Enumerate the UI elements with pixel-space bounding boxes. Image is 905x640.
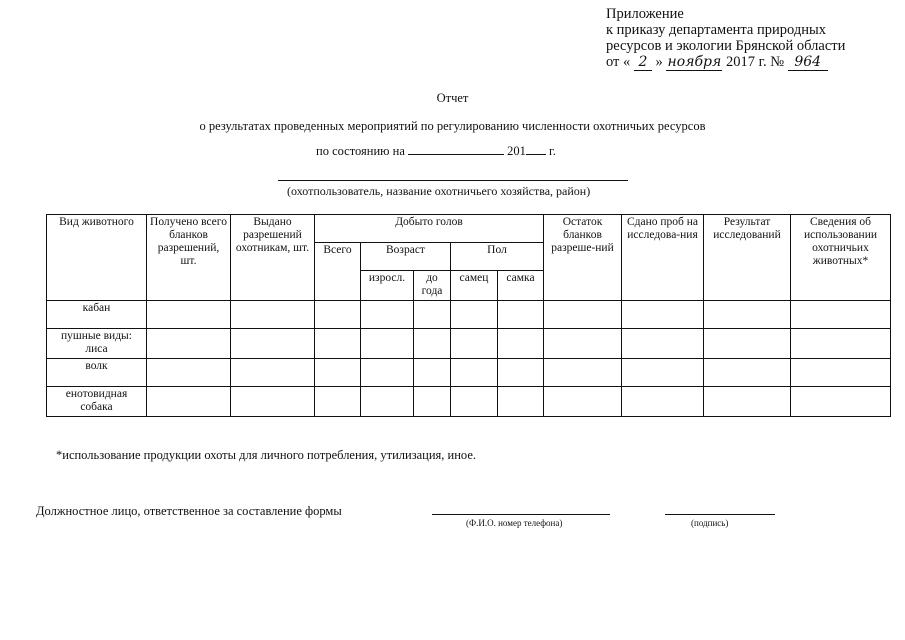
report-title: Отчет — [436, 91, 469, 105]
table-row — [47, 329, 891, 359]
org-name-line[interactable] — [278, 180, 628, 181]
appendix-department-line: ресурсов и экологии Брянской области — [606, 38, 846, 54]
header-usage: Сведения об использовании охотничьих животных* — [791, 215, 891, 301]
signature-label: Должностное лицо, ответственное за составление формы — [36, 504, 342, 518]
header-result: Результат исследований — [704, 215, 791, 301]
signature-caption: (подпись) — [691, 518, 729, 528]
date-year-prefix: 201 — [507, 144, 526, 158]
row-animal-label: кабан — [47, 301, 147, 329]
date-mid: » — [655, 54, 663, 70]
name-phone-line[interactable] — [432, 514, 610, 515]
header-samples: Сдано проб на исследова-ния — [622, 215, 704, 301]
header-under-year: до года — [414, 271, 451, 301]
date-year-suffix: г. — [549, 144, 556, 158]
footnote: *использование продукции охоты для личного потребления, утилизация, иное. — [56, 448, 477, 462]
appendix-order-line: к приказу департамента природных — [606, 22, 826, 38]
header-male: самец — [451, 271, 498, 301]
handwritten-order-number: 964 — [788, 54, 828, 71]
row-animal-label: енотовидная собака — [47, 387, 147, 417]
date-prefix: от « — [606, 54, 631, 70]
header-animal: Вид животного — [47, 215, 147, 301]
handwritten-day: 2 — [634, 54, 652, 71]
name-phone-caption: (Ф.И.О. номер телефона) — [466, 518, 563, 528]
table-row — [47, 387, 891, 417]
header-age: Возраст — [361, 243, 451, 271]
report-subtitle: о результатах проведенных мероприятий по регулированию численности охотничьих ресурсов — [199, 119, 706, 133]
date-blank[interactable] — [408, 143, 504, 155]
header-issued: Выдано разрешений охотникам, шт. — [231, 215, 315, 301]
row-animal-label: волк — [47, 359, 147, 387]
appendix-date-line — [606, 54, 845, 71]
date-year: 2017 г. № — [726, 54, 785, 70]
table-row — [47, 301, 891, 329]
header-sex: Пол — [451, 243, 544, 271]
signature-line[interactable] — [665, 514, 775, 515]
appendix-header — [606, 6, 845, 71]
header-harvested: Добыто голов — [315, 215, 544, 243]
org-caption: (охотпользователь, название охотничьего хозяйства, район) — [287, 184, 591, 198]
header-remaining: Остаток бланков разреше-ний — [544, 215, 622, 301]
header-total: Всего — [315, 243, 361, 301]
header-adult: изросл. — [361, 271, 414, 301]
header-female: самка — [498, 271, 544, 301]
report-date-line — [316, 143, 556, 159]
header-received: Получено всего бланков разрешений, шт. — [147, 215, 231, 301]
report-table — [46, 214, 891, 417]
row-animal-label: пушные виды: лиса — [47, 329, 147, 359]
handwritten-month: ноября — [667, 54, 722, 70]
appendix-title: Приложение — [606, 6, 684, 22]
year-blank[interactable] — [526, 143, 546, 155]
table-row — [47, 359, 891, 387]
date-label: по состоянию на — [316, 144, 405, 158]
